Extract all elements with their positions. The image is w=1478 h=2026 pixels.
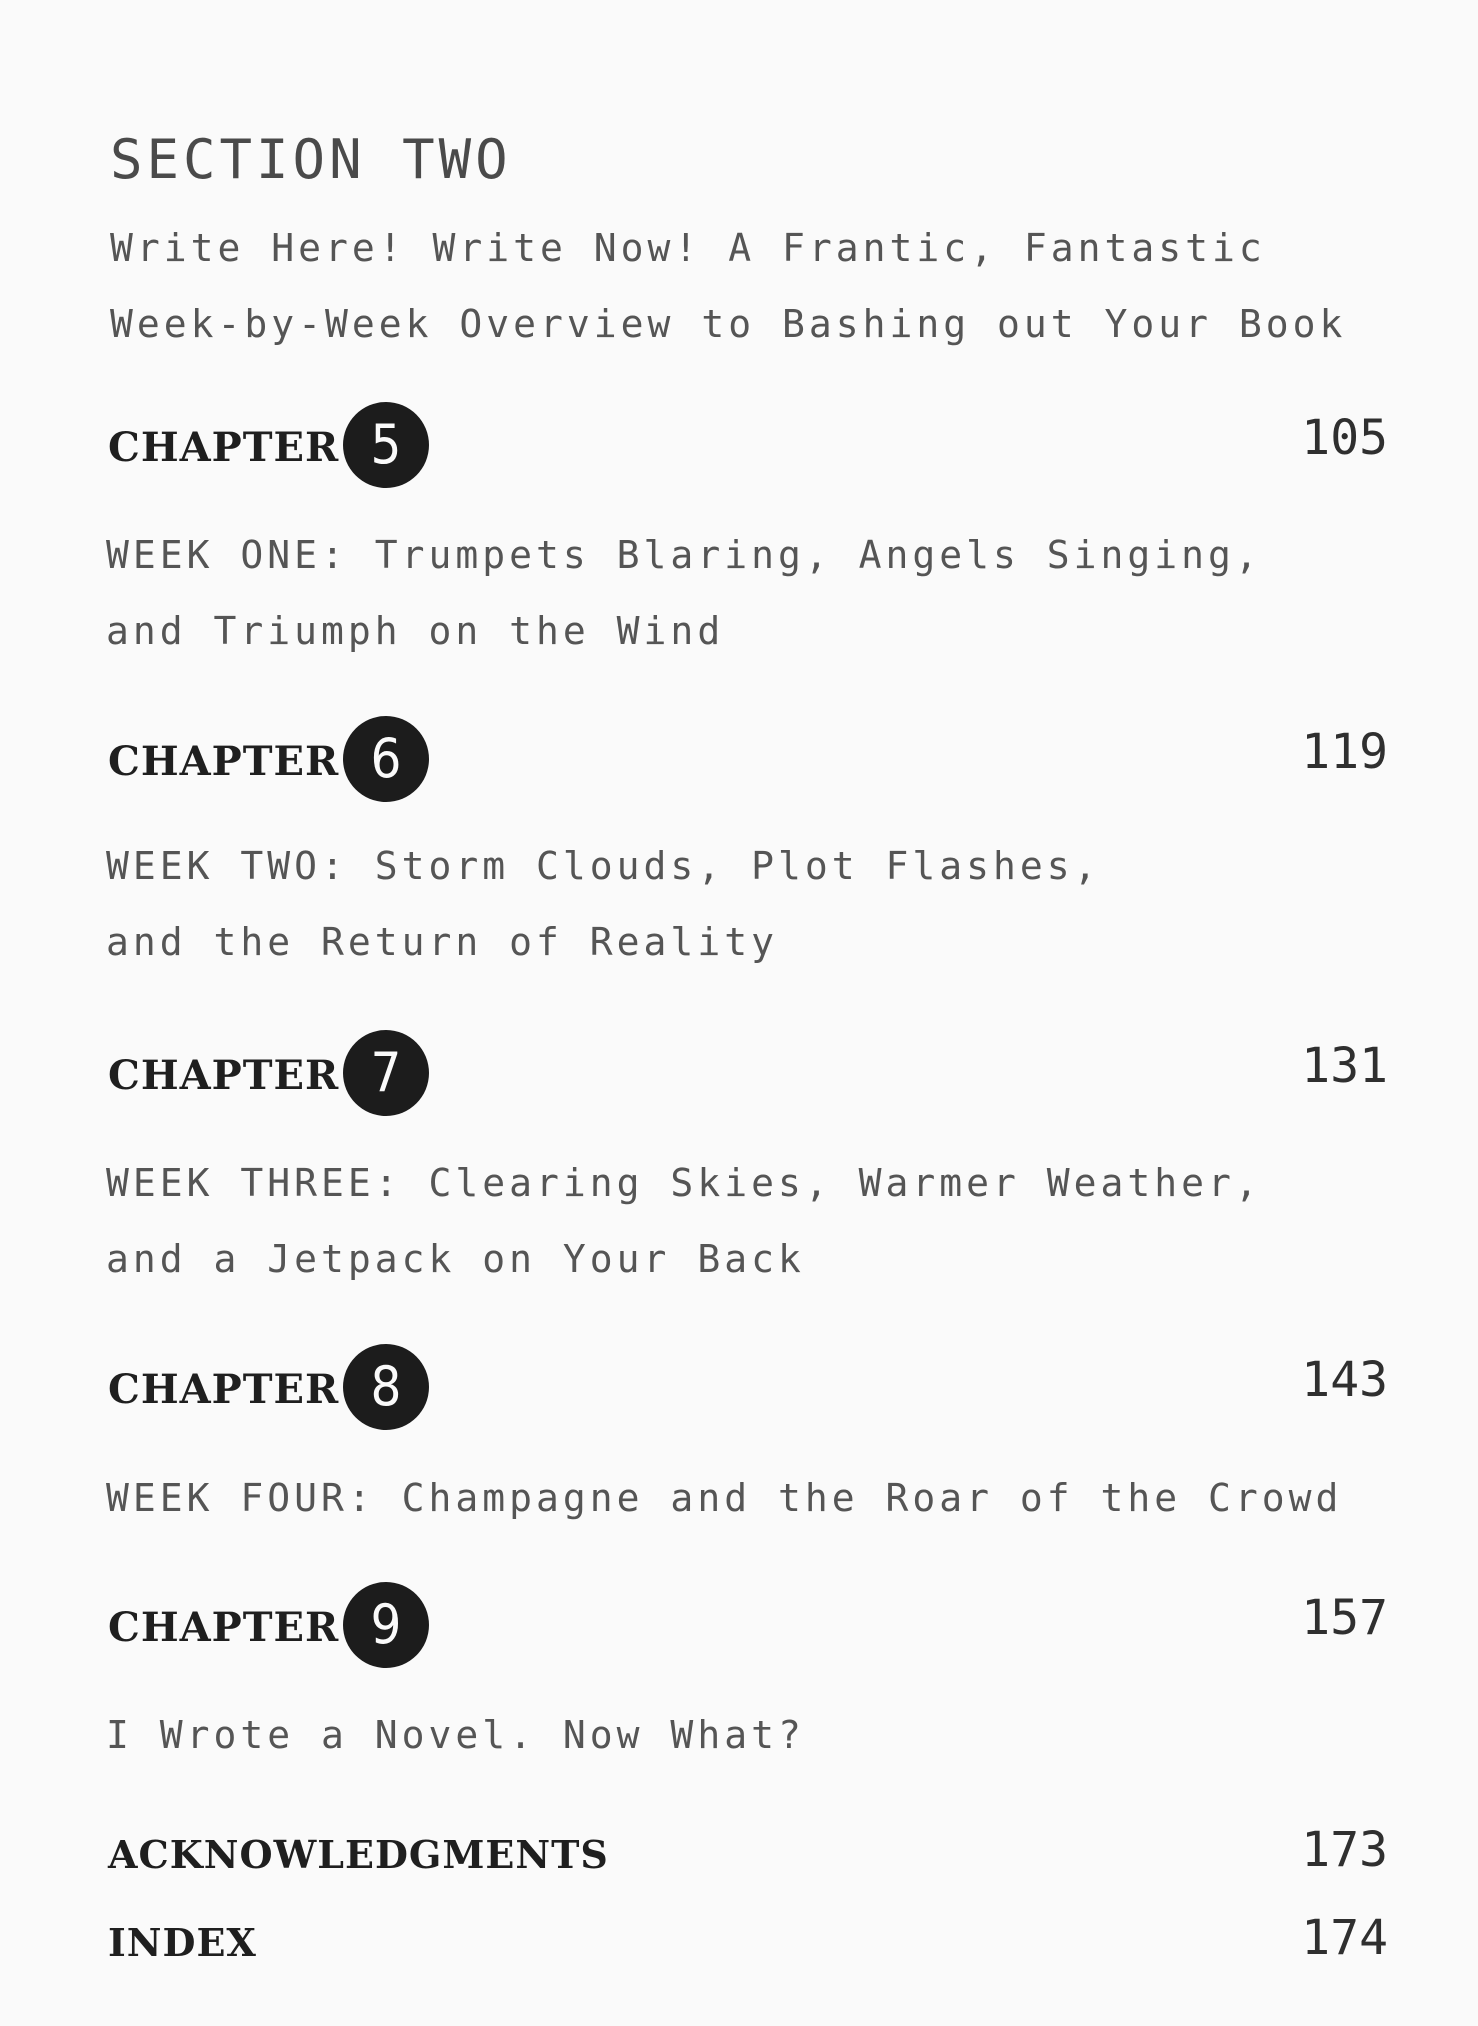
chapter-title-line: and the Return of Reality xyxy=(106,920,778,964)
chapter-title xyxy=(106,828,1100,980)
chapter-heading[interactable] xyxy=(108,716,1388,806)
chapter-page-number: 157 xyxy=(1301,1590,1388,1646)
chapter-number-badge: 9 xyxy=(343,1582,429,1668)
chapter-number-badge: 8 xyxy=(343,1344,429,1430)
chapter-heading[interactable] xyxy=(108,1344,1388,1434)
chapter-title xyxy=(106,1460,1342,1536)
chapter-title-line: WEEK FOUR: Champagne and the Roar of the Crowd xyxy=(106,1476,1343,1520)
back-matter-label: INDEX xyxy=(108,1920,257,1965)
chapter-page-number: 119 xyxy=(1301,724,1388,780)
acknowledgments-entry[interactable] xyxy=(108,1822,1388,1892)
chapter-page-number: 105 xyxy=(1301,410,1388,466)
chapter-number-badge: 7 xyxy=(343,1030,429,1116)
chapter-number-badge: 5 xyxy=(343,402,429,488)
chapter-title-line: WEEK ONE: Trumpets Blaring, Angels Singing, xyxy=(106,533,1262,577)
chapter-title xyxy=(106,517,1262,669)
section-subtitle xyxy=(110,210,1346,362)
chapter-word: CHAPTER xyxy=(108,1366,340,1413)
chapter-title xyxy=(106,1145,1262,1297)
chapter-word: CHAPTER xyxy=(108,424,340,471)
back-matter-page-number: 174 xyxy=(1301,1910,1388,1966)
chapter-title-line: and Triumph on the Wind xyxy=(106,609,725,653)
chapter-number-badge: 6 xyxy=(343,716,429,802)
chapter-word: CHAPTER xyxy=(108,1604,340,1651)
chapter-title-line: WEEK TWO: Storm Clouds, Plot Flashes, xyxy=(106,844,1101,888)
chapter-title xyxy=(106,1697,805,1773)
chapter-title-line: and a Jetpack on Your Back xyxy=(106,1237,805,1281)
section-label: SECTION TWO xyxy=(110,128,512,191)
back-matter-page-number: 173 xyxy=(1301,1822,1388,1878)
chapter-title-line: I Wrote a Novel. Now What? xyxy=(106,1713,805,1757)
chapter-heading[interactable] xyxy=(108,402,1388,492)
chapter-heading[interactable] xyxy=(108,1030,1388,1120)
chapter-page-number: 131 xyxy=(1301,1038,1388,1094)
chapter-heading[interactable] xyxy=(108,1582,1388,1672)
chapter-page-number: 143 xyxy=(1301,1352,1388,1408)
chapter-word: CHAPTER xyxy=(108,738,340,785)
section-subtitle-line: Write Here! Write Now! A Frantic, Fantastic xyxy=(110,226,1266,270)
chapter-title-line: WEEK THREE: Clearing Skies, Warmer Weather, xyxy=(106,1161,1262,1205)
section-subtitle-line: Week-by-Week Overview to Bashing out Your Book xyxy=(110,302,1347,346)
back-matter-label: ACKNOWLEDGMENTS xyxy=(108,1832,609,1877)
chapter-word: CHAPTER xyxy=(108,1052,340,1099)
index-entry[interactable] xyxy=(108,1910,1388,1980)
